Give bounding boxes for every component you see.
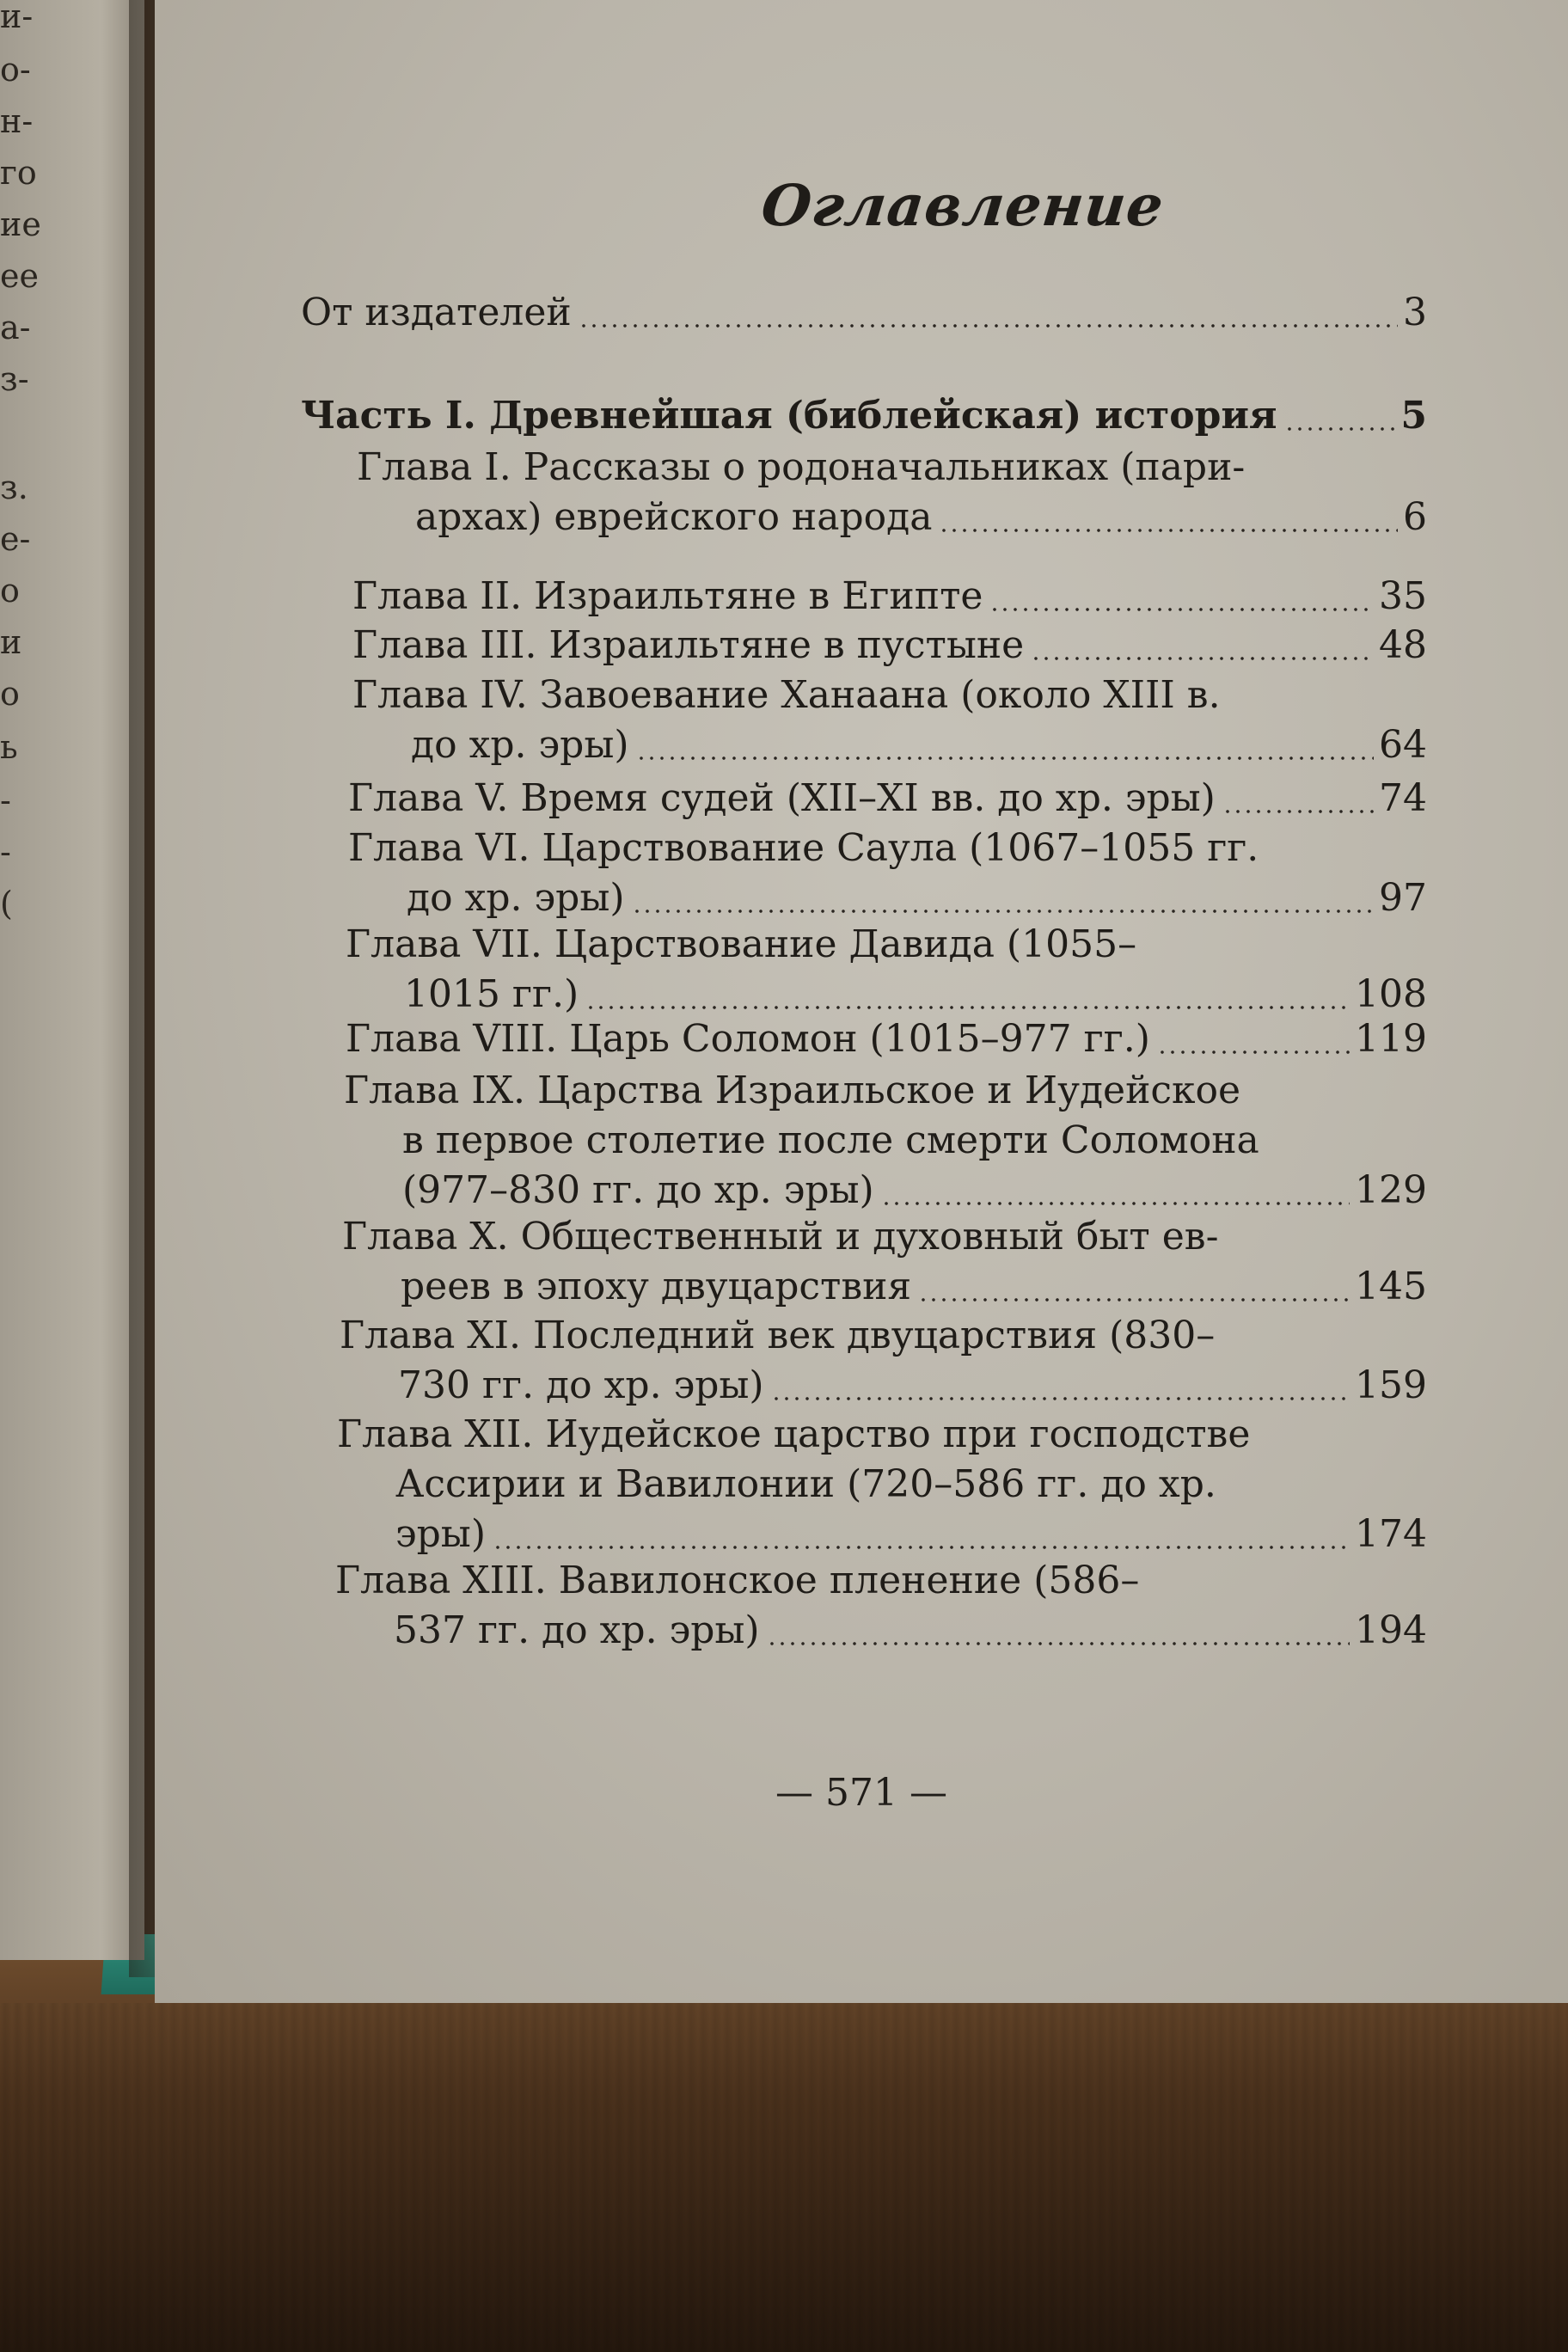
left-page-fragment: го [0, 154, 37, 192]
toc-entry-continuation: до хр. эры) [407, 876, 625, 920]
toc-page-number: 3 [1403, 291, 1427, 334]
toc-entry-title: Глава XI. Последний век двуцарствия (830– [340, 1314, 1216, 1357]
toc-entry-title: Глава IX. Царства Израильское и Иудейское [344, 1069, 1241, 1112]
toc-entry-continuation: эры) [395, 1512, 486, 1556]
left-page-fragment: а- [0, 309, 31, 346]
toc-dot-leader [771, 1397, 1350, 1400]
toc-dot-leader [493, 1546, 1350, 1549]
left-page-fragment: н- [0, 102, 34, 140]
toc-dot-leader [1222, 810, 1374, 813]
left-page-fragment: о- [0, 51, 31, 89]
toc-entry-continuation: Ассирии и Вавилонии (720–586 гг. до хр. [395, 1462, 1216, 1506]
right-page [155, 0, 1568, 2003]
toc-entry-title: От издателей [301, 291, 572, 334]
toc-entry-continuation: реев в эпоху двуцарствия [401, 1265, 912, 1308]
toc-dot-leader [939, 529, 1398, 532]
toc-page-number: 97 [1379, 876, 1427, 920]
toc-page-number: 119 [1355, 1017, 1427, 1061]
left-page-fragment: з. [0, 469, 28, 506]
toc-page-number: 174 [1355, 1512, 1427, 1556]
left-page-fragment: о [0, 675, 20, 713]
left-page-fragment: ее [0, 257, 39, 295]
toc-entry-title: Глава V. Время судей (XII–XI вв. до хр. эры) [348, 776, 1216, 820]
left-page-fragment: - [0, 833, 11, 871]
left-page-fragment: и [0, 623, 22, 661]
toc-page-number: 48 [1379, 623, 1427, 667]
toc-entry-title: Глава VIII. Царь Соломон (1015–977 гг.) [346, 1017, 1150, 1061]
toc-page-number: 74 [1379, 776, 1427, 820]
toc-entry-continuation: 1015 гг.) [404, 972, 579, 1016]
left-page-fragment: е- [0, 520, 31, 558]
toc-entry-continuation: в первое столетие после смерти Соломона [402, 1118, 1259, 1162]
toc-dot-leader [636, 756, 1374, 760]
toc-dot-leader [632, 910, 1374, 913]
toc-entry-continuation: (977–830 гг. до хр. эры) [402, 1168, 874, 1212]
left-page-fragment: ( [0, 885, 13, 922]
left-page-fragment: и- [0, 0, 34, 35]
toc-page-number: 35 [1379, 574, 1427, 618]
toc-dot-leader [989, 608, 1374, 611]
left-page-fragment: з- [0, 360, 29, 398]
toc-page-number: 64 [1379, 723, 1427, 767]
left-page-fragment: ие [0, 205, 41, 243]
toc-dot-leader [918, 1298, 1350, 1302]
toc-entry-title: Часть I. Древнейшая (библейская) история [301, 394, 1277, 438]
left-page-fragment: - [0, 781, 11, 819]
toc-dot-leader [881, 1202, 1350, 1205]
wood-grain [0, 2003, 1568, 2352]
left-page-fragment: ь [0, 728, 18, 766]
toc-entry-title: Глава VI. Царствование Саула (1067–1055 гг. [348, 826, 1259, 870]
toc-page-number: 129 [1355, 1168, 1427, 1212]
page-number: — 571 — [775, 1771, 947, 1815]
toc-dot-leader [767, 1642, 1350, 1645]
toc-dot-leader [1157, 1050, 1350, 1054]
toc-entry-title: Глава I. Рассказы о родоначальниках (пари- [357, 445, 1246, 489]
toc-dot-leader [1284, 427, 1395, 431]
toc-entry-title: Глава X. Общественный и духовный быт ев- [342, 1215, 1219, 1259]
left-page-fragment: о [0, 572, 20, 609]
toc-entry-title: Глава VII. Царствование Давида (1055– [346, 922, 1137, 966]
toc-page-number: 159 [1355, 1363, 1427, 1407]
toc-entry-title: Глава XIII. Вавилонское пленение (586– [335, 1559, 1140, 1602]
toc-dot-leader [1031, 657, 1374, 660]
left-page [0, 0, 144, 1960]
toc-entry-continuation: архах) еврейского народа [415, 495, 933, 539]
toc-entry-title: Глава IV. Завоевание Ханаана (около XIII в. [352, 673, 1221, 717]
toc-entry-continuation: 537 гг. до хр. эры) [394, 1608, 760, 1652]
toc-entry-continuation: 730 гг. до хр. эры) [398, 1363, 764, 1407]
toc-dot-leader [585, 1006, 1350, 1009]
toc-entry-continuation: до хр. эры) [411, 723, 629, 767]
toc-page-number: 145 [1355, 1265, 1427, 1308]
page-title: Оглавление [758, 172, 1167, 239]
toc-entry-title: Глава XII. Иудейское царство при господстве [337, 1412, 1251, 1456]
toc-page-number: 5 [1400, 394, 1427, 438]
toc-dot-leader [579, 324, 1398, 328]
toc-page-number: 108 [1355, 972, 1427, 1016]
toc-page-number: 194 [1355, 1608, 1427, 1652]
toc-entry-title: Глава III. Израильтяне в пустыне [352, 623, 1025, 667]
toc-page-number: 6 [1403, 495, 1427, 539]
toc-entry-title: Глава II. Израильтяне в Египте [352, 574, 983, 618]
